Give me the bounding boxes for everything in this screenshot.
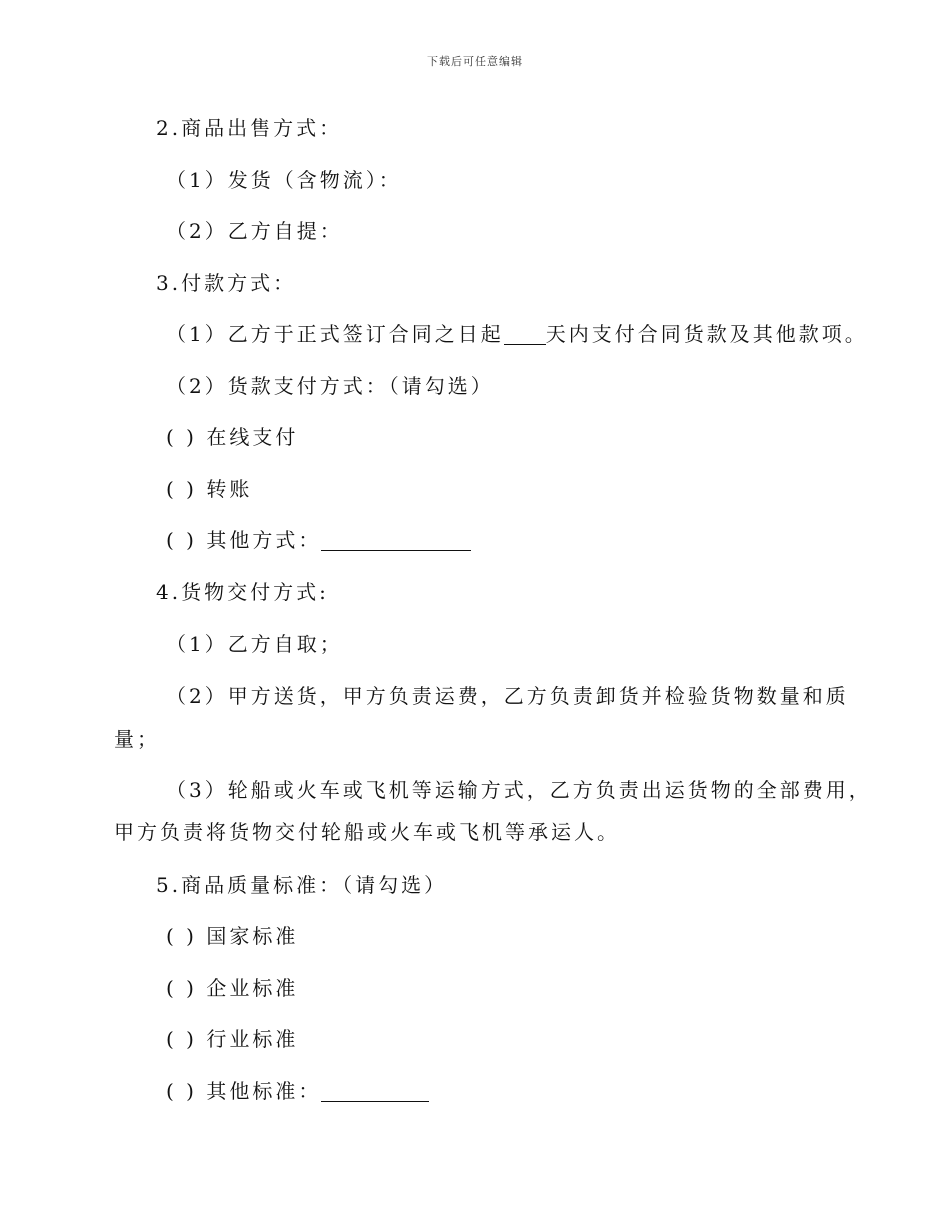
page-header: 下载后可任意编辑 [427, 55, 523, 68]
section-5-heading: 5.商品质量标准：（请勾选） [156, 873, 448, 897]
payment-term-text-start: （1）乙方于正式签订合同之日起 [166, 322, 504, 346]
payment-option-online[interactable]: ( ) 在线支付 [166, 425, 299, 449]
delivery-option-2-line1: （2）甲方送货，甲方负责运费，乙方负责卸货并检验货物数量和质 [166, 684, 849, 708]
quality-other-blank-field[interactable] [321, 1083, 429, 1102]
payment-option-other-label: ( ) 其他方式： [166, 528, 322, 552]
delivery-option-1: （1）乙方自取； [166, 632, 343, 656]
sale-option-pickup: （2）乙方自提： [166, 219, 343, 243]
payment-option-transfer[interactable]: ( ) 转账 [166, 477, 253, 501]
payment-term-text-end: 天内支付合同货款及其他款项。 [545, 322, 868, 346]
sale-option-shipping: （1）发货（含物流）： [166, 168, 402, 192]
delivery-option-3-line2: 甲方负责将货物交付轮船或火车或飞机等承运人。 [114, 820, 620, 844]
section-3-heading: 3.付款方式： [156, 271, 297, 295]
payment-option-other[interactable] [166, 527, 471, 553]
payment-term-line [166, 321, 868, 347]
quality-option-other[interactable] [166, 1078, 429, 1104]
section-2-heading: 2.商品出售方式： [156, 116, 343, 140]
quality-option-other-label: ( ) 其他标准： [166, 1079, 322, 1103]
section-4-heading: 4.货物交付方式: [156, 580, 329, 604]
delivery-option-3-line1: （3）轮船或火车或飞机等运输方式，乙方负责出运货物的全部费用， [166, 778, 872, 802]
quality-option-industry[interactable]: ( ) 行业标准 [166, 1027, 299, 1051]
payment-other-blank-field[interactable] [321, 532, 471, 551]
payment-method-heading: （2）货款支付方式：（请勾选） [166, 374, 494, 398]
delivery-option-2-line2: 量； [114, 727, 160, 751]
days-blank-field[interactable] [504, 326, 546, 345]
quality-option-national[interactable]: ( ) 国家标准 [166, 924, 299, 948]
quality-option-enterprise[interactable]: ( ) 企业标准 [166, 976, 299, 1000]
